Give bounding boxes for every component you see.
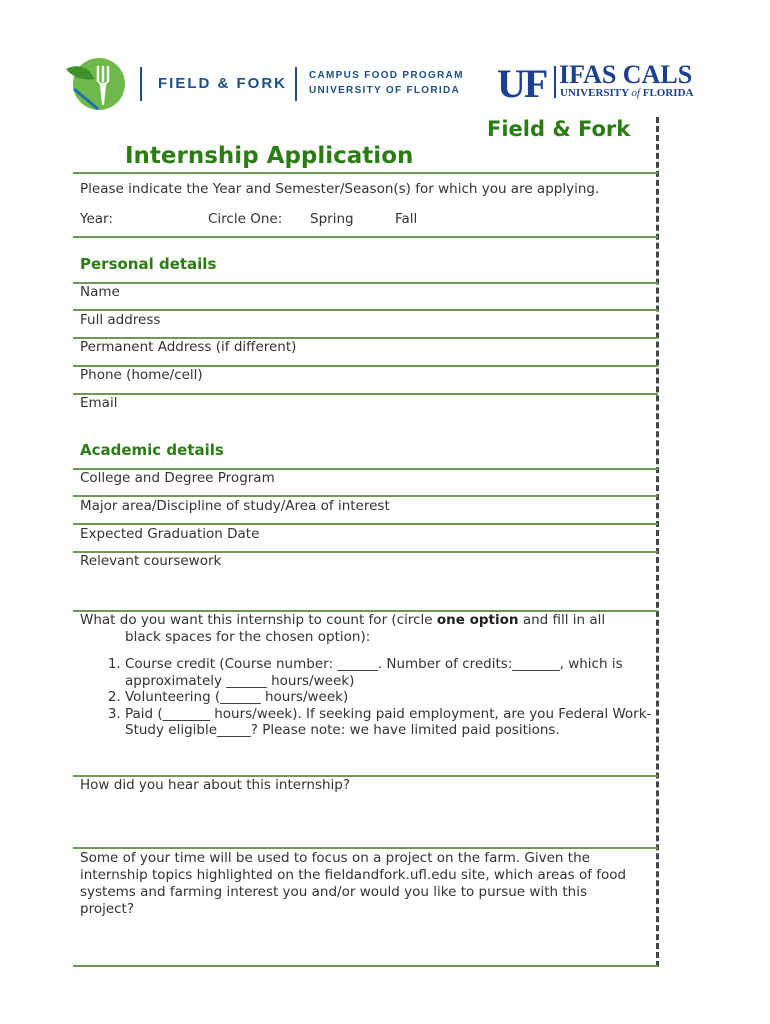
university-of-florida-text: UNIVERSITY OF FLORIDA: [309, 85, 461, 96]
divider: [73, 309, 658, 311]
relevant-coursework-field[interactable]: Relevant coursework: [80, 553, 222, 569]
option-volunteering[interactable]: 2. Volunteering (______ hours/week): [125, 689, 685, 706]
divider: [73, 393, 658, 395]
project-question[interactable]: Some of your time will be used to focus on a project on the farm. Given the internship topics highlighted on the fieldandfork.ufl.edu site, which areas of food systems and farming interest you and/or would you like to pursue with this project?: [80, 850, 627, 917]
uf-ifas-cals-logo: [497, 62, 697, 104]
divider: [73, 236, 658, 238]
semester-instruction: Please indicate the Year and Semester/Season(s) for which you are applying.: [80, 181, 600, 197]
personal-details-heading: Personal details: [80, 255, 217, 273]
hear-about-question[interactable]: How did you hear about this internship?: [80, 777, 351, 793]
graduation-date-field[interactable]: Expected Graduation Date: [80, 526, 260, 542]
count-prompt-line2: black spaces for the chosen option):: [125, 629, 371, 645]
uf-university-of-florida-text: [560, 87, 693, 99]
ifas-cals-text: IFAS CALS: [559, 60, 693, 89]
academic-details-heading: Academic details: [80, 441, 224, 459]
logo-divider-2: [295, 67, 297, 101]
divider: [73, 172, 658, 174]
full-address-field[interactable]: Full address: [80, 312, 161, 328]
count-options-list: [80, 656, 685, 739]
divider: [73, 965, 658, 967]
name-field[interactable]: Name: [80, 284, 120, 300]
page-title: Internship Application: [125, 143, 414, 169]
option-paid[interactable]: 3. Paid (_______ hours/week). If seeking paid employment, are you Federal Work-Study eligible_____? Please note: we have limited paid positions.: [125, 706, 685, 739]
campus-food-program-text: CAMPUS FOOD PROGRAM: [309, 70, 464, 81]
divider: [73, 523, 658, 525]
uf-mark: UF: [497, 61, 547, 106]
college-degree-field[interactable]: College and Degree Program: [80, 470, 275, 486]
field-fork-wordmark: FIELD & FORK: [158, 75, 287, 92]
divider: [73, 282, 658, 284]
phone-field[interactable]: Phone (home/cell): [80, 367, 203, 383]
circle-one-label: Circle One:: [208, 211, 283, 227]
permanent-address-field[interactable]: Permanent Address (if different): [80, 339, 297, 355]
divider: [73, 495, 658, 497]
right-dashed-border: [656, 117, 659, 967]
email-field[interactable]: Email: [80, 395, 118, 411]
major-area-field[interactable]: Major area/Discipline of study/Area of interest: [80, 498, 390, 514]
option-fall[interactable]: Fall: [395, 211, 418, 227]
count-prompt-text: What do you want this internship to count for (circle: [80, 612, 437, 628]
leaf-fork-logo-icon: [64, 55, 126, 113]
uf-sub-of: of: [631, 87, 640, 99]
option-spring[interactable]: Spring: [310, 211, 354, 227]
logo-divider-1: [140, 67, 142, 101]
year-label: Year:: [80, 211, 113, 227]
option-course-credit[interactable]: 1. Course credit (Course number: ______. Number of credits:_______, which is approximately ______ hours/week): [125, 656, 685, 689]
count-prompt-text-end: and fill in all: [518, 612, 606, 628]
brand-title: Field & Fork: [487, 117, 631, 141]
field-and-fork-logo: [64, 55, 464, 113]
divider: [73, 847, 658, 849]
count-prompt-emphasis: one option: [436, 612, 519, 628]
count-prompt: [80, 612, 605, 628]
uf-logo-divider: [554, 66, 556, 98]
uf-sub-florida: FLORIDA: [642, 87, 694, 99]
uf-sub-university: UNIVERSITY: [560, 87, 629, 99]
